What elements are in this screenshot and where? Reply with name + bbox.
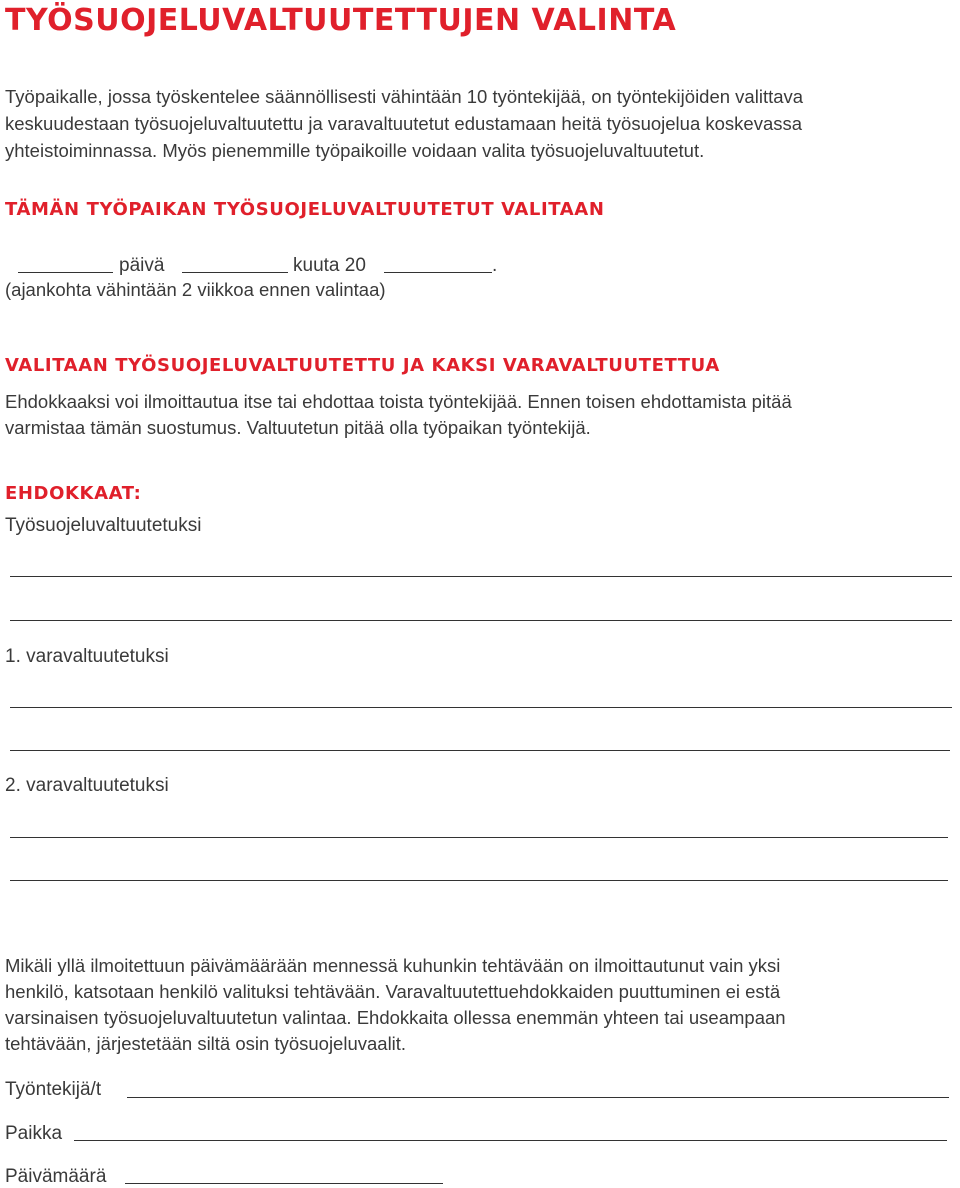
elect-line-1: Ehdokkaaksi voi ilmoittautua itse tai ehdottaa toista työntekijää. Ennen toisen ehdottamista pitää	[5, 391, 792, 412]
workers-label: Työntekijä/t	[5, 1079, 102, 1100]
intro-line-3: yhteistoiminnassa. Myös pienemmille työpaikoille voidaan valita työsuojeluvaltuutetut.	[5, 140, 705, 161]
role-representative-label: Työsuojeluvaltuutetuksi	[5, 515, 202, 536]
month-blank-line[interactable]	[182, 272, 288, 273]
candidates-heading: EHDOKKAAT:	[5, 483, 142, 504]
closing-line-3: varsinaisen työsuojeluvaltuutetun valintaa. Ehdokkaita ollessa enemmän yhteen tai useampaan	[5, 1007, 786, 1028]
intro-line-2: keskuudestaan työsuojeluvaltuutettu ja varavaltuutetut edustamaan heitä työsuojelua koskevassa	[5, 113, 803, 134]
elect-line-2: varmistaa tämän suostumus. Valtuutetun pitää olla työpaikan työntekijä.	[5, 417, 591, 438]
deputy-2-candidate-line-2[interactable]	[10, 880, 948, 881]
place-field-line[interactable]	[74, 1140, 947, 1141]
closing-line-1: Mikäli yllä ilmoitettuun päivämäärään mennessä kuhunkin tehtävään on ilmoittautunut vain yksi	[5, 955, 781, 976]
date-field-line[interactable]	[125, 1183, 443, 1184]
date-label: Päivämäärä	[5, 1166, 107, 1187]
date-note: (ajankohta vähintään 2 viikkoa ennen valintaa)	[5, 279, 386, 300]
deputy-1-candidate-line-1[interactable]	[10, 707, 952, 708]
date-period: .	[492, 255, 498, 276]
day-blank-line[interactable]	[18, 272, 113, 273]
closing-line-2: henkilö, katsotaan henkilö valituksi tehtävään. Varavaltuutettuehdokkaiden puuttuminen ei estä	[5, 981, 781, 1002]
workers-signature-line[interactable]	[127, 1097, 949, 1098]
intro-line-1: Työpaikalle, jossa työskentelee säännöllisesti vähintään 10 työntekijää, on työntekijöiden valittava	[5, 86, 804, 107]
place-label: Paikka	[5, 1123, 63, 1144]
deputy-1-candidate-line-2[interactable]	[10, 750, 950, 751]
day-label: päivä	[119, 255, 165, 276]
representative-candidate-line-2[interactable]	[10, 620, 952, 621]
year-blank-line[interactable]	[384, 272, 492, 273]
representative-candidate-line-1[interactable]	[10, 576, 952, 577]
closing-line-4: tehtävään, järjestetään siltä osin työsuojeluvaalit.	[5, 1033, 407, 1054]
page-title: TYÖSUOJELUVALTUUTETTUJEN VALINTA	[5, 3, 677, 38]
deputy-2-candidate-line-1[interactable]	[10, 837, 948, 838]
month-label: kuuta 20	[293, 255, 366, 276]
elect-section-heading: VALITAAN TYÖSUOJELUVALTUUTETTU JA KAKSI VARAVALTUUTETTUA	[5, 355, 720, 376]
role-deputy-1-label: 1. varavaltuutetuksi	[5, 646, 169, 667]
role-deputy-2-label: 2. varavaltuutetuksi	[5, 775, 169, 796]
date-section-heading: TÄMÄN TYÖPAIKAN TYÖSUOJELUVALTUUTETUT VALITAAN	[5, 199, 605, 220]
